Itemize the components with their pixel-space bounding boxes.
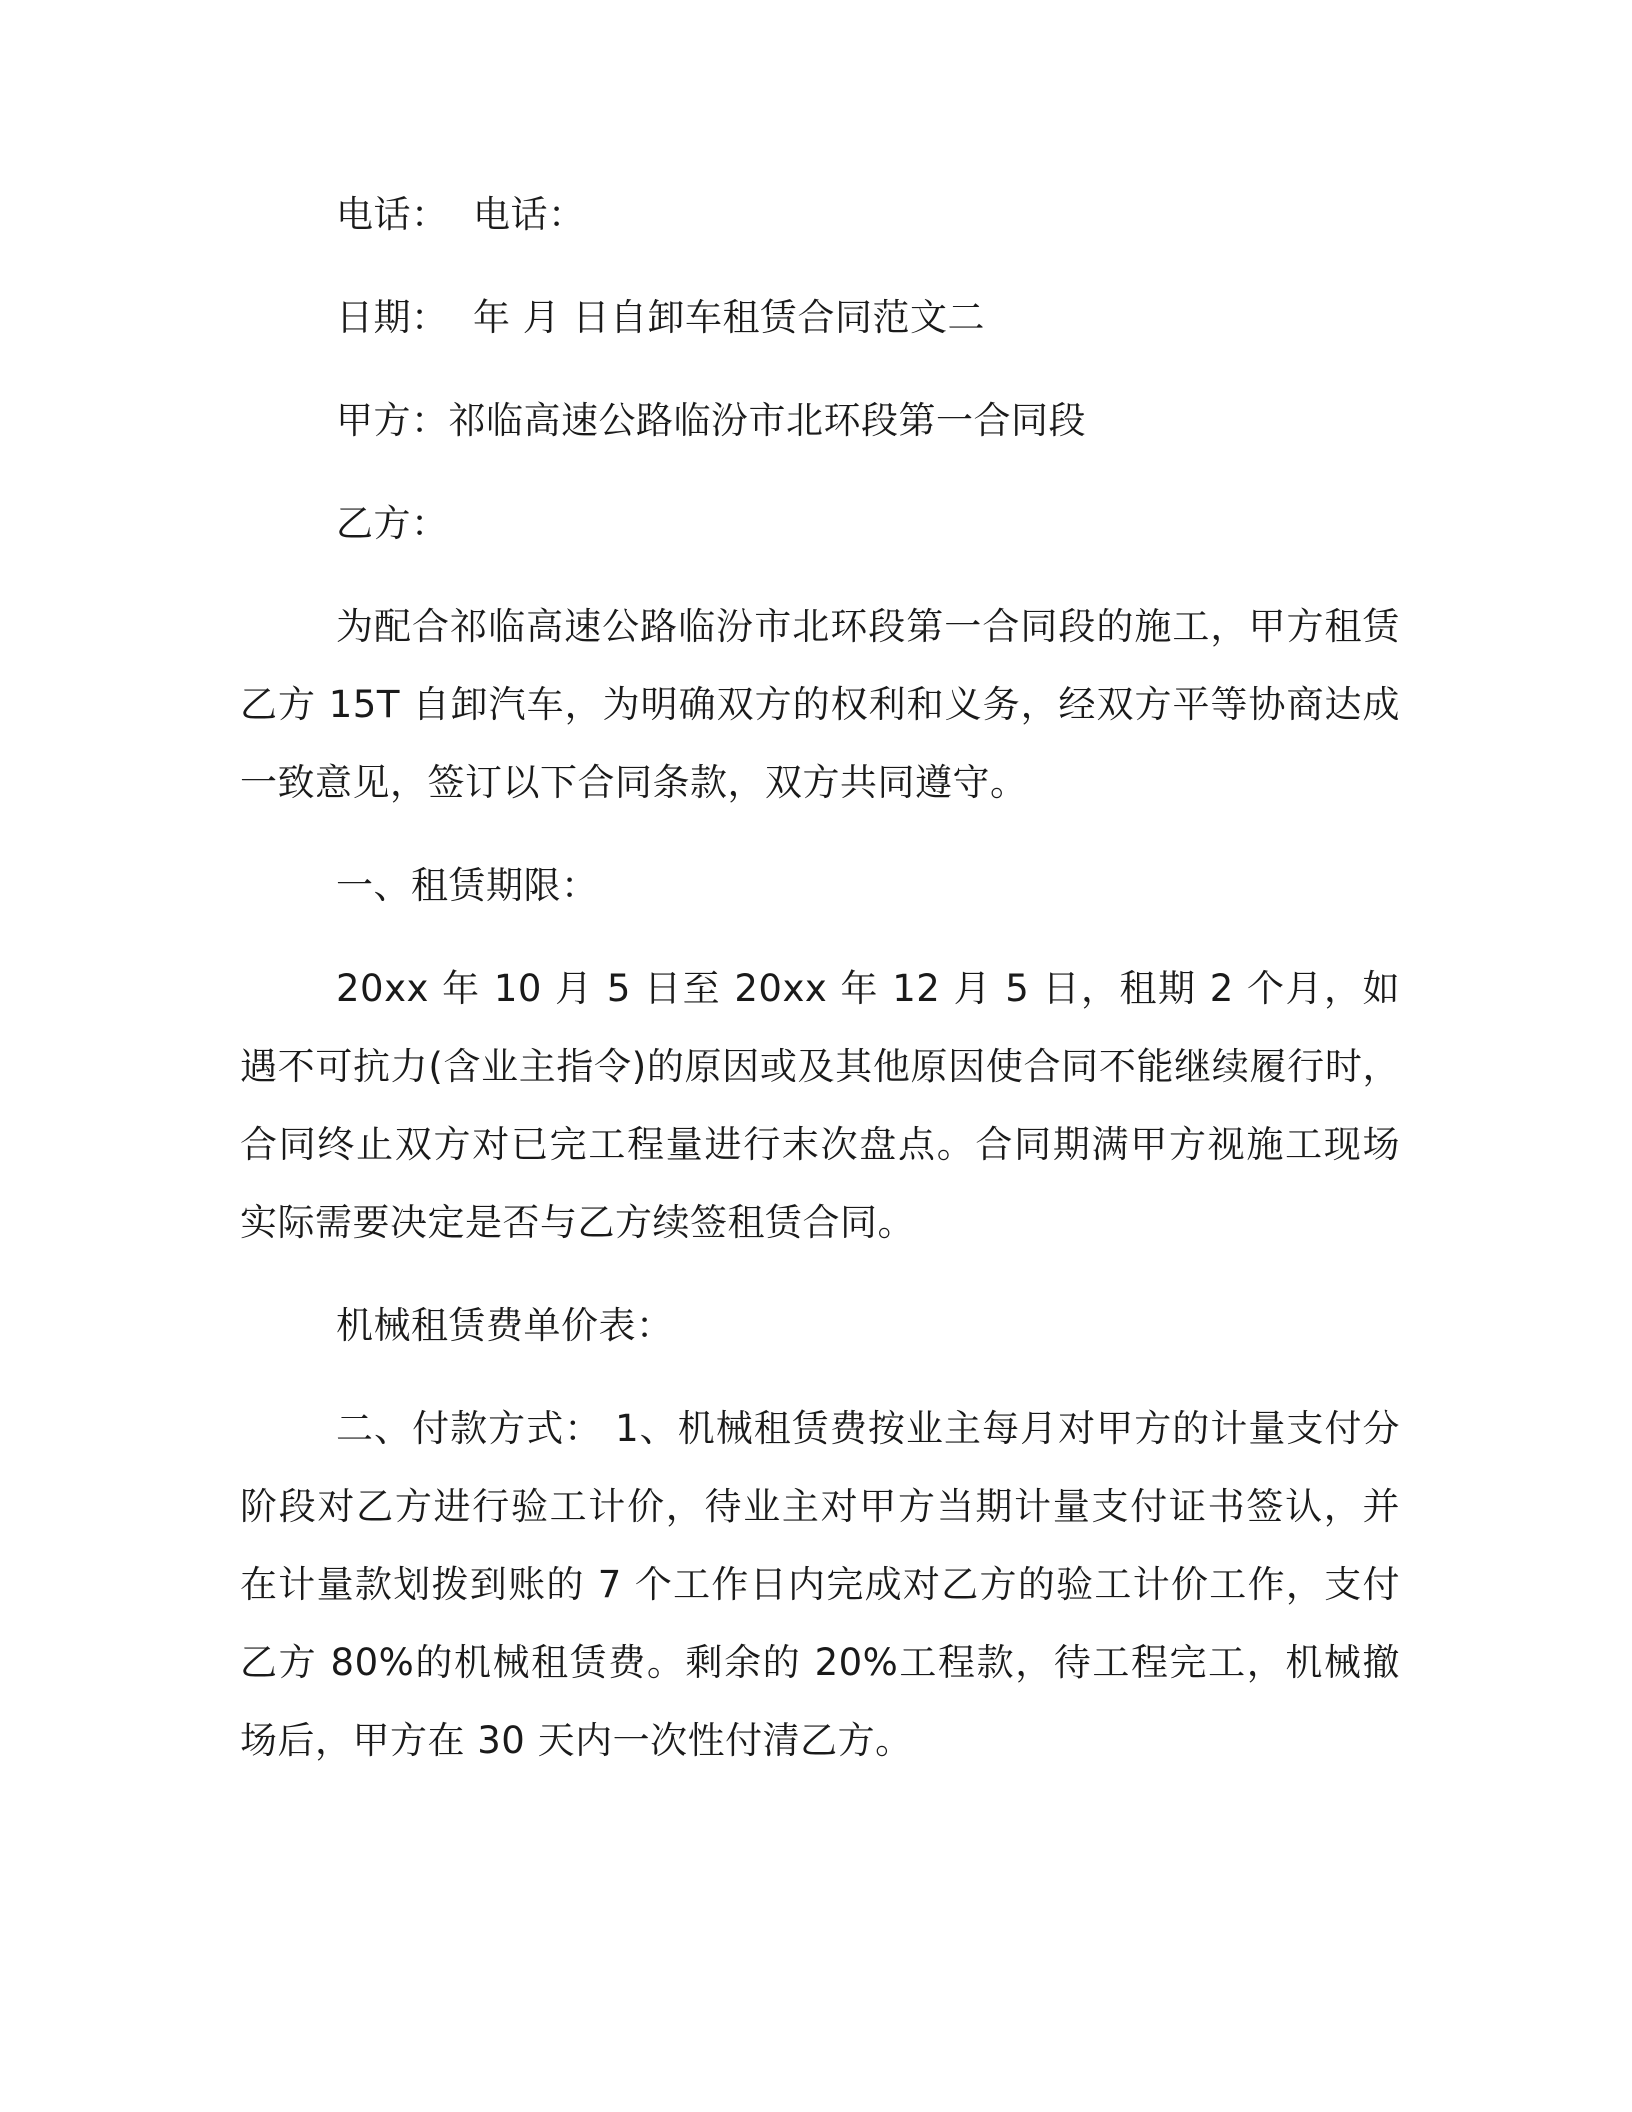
section2-paragraph: 二、付款方式： 1、机械租赁费按业主每月对甲方的计量支付分阶段对乙方进行验工计价，待业主对甲方当期计量支付证书签认，并在计量款划拨到账的 7 个工作日内完成对乙方的验工计价工作，支付乙方 80%的机械租赁费。剩余的 20%工程款，待工程完工，机械撤场后，甲方在 30 天内一次性付清乙方。 [240, 1407, 1400, 1762]
date-line: 日期： 年 月 日自卸车租赁合同范文二 [336, 296, 986, 339]
section1-paragraph: 20xx 年 10 月 5 日至 20xx 年 12 月 5 日，租期 2 个月，如遇不可抗力(含业主指令)的原因或及其他原因使合同不能继续履行时，合同终止双方对已完工程量进行末次盘点。合同期满甲方视施工现场实际需要决定是否与乙方续签租赁合同。 [240, 967, 1400, 1244]
price-table-title: 机械租赁费单价表： [336, 1304, 674, 1347]
section1-title: 一、租赁期限： [336, 864, 599, 907]
intro-paragraph: 为配合祁临高速公路临汾市北环段第一合同段的施工，甲方租赁乙方 15T 自卸汽车，为明确双方的权利和义务，经双方平等协商达成一致意见，签订以下合同条款，双方共同遵守。 [240, 605, 1400, 804]
phone-line: 电话： 电话： [336, 193, 586, 236]
party-b-line: 乙方： [336, 502, 449, 545]
party-a-line: 甲方：祁临高速公路临汾市北环段第一合同段 [336, 399, 1086, 442]
